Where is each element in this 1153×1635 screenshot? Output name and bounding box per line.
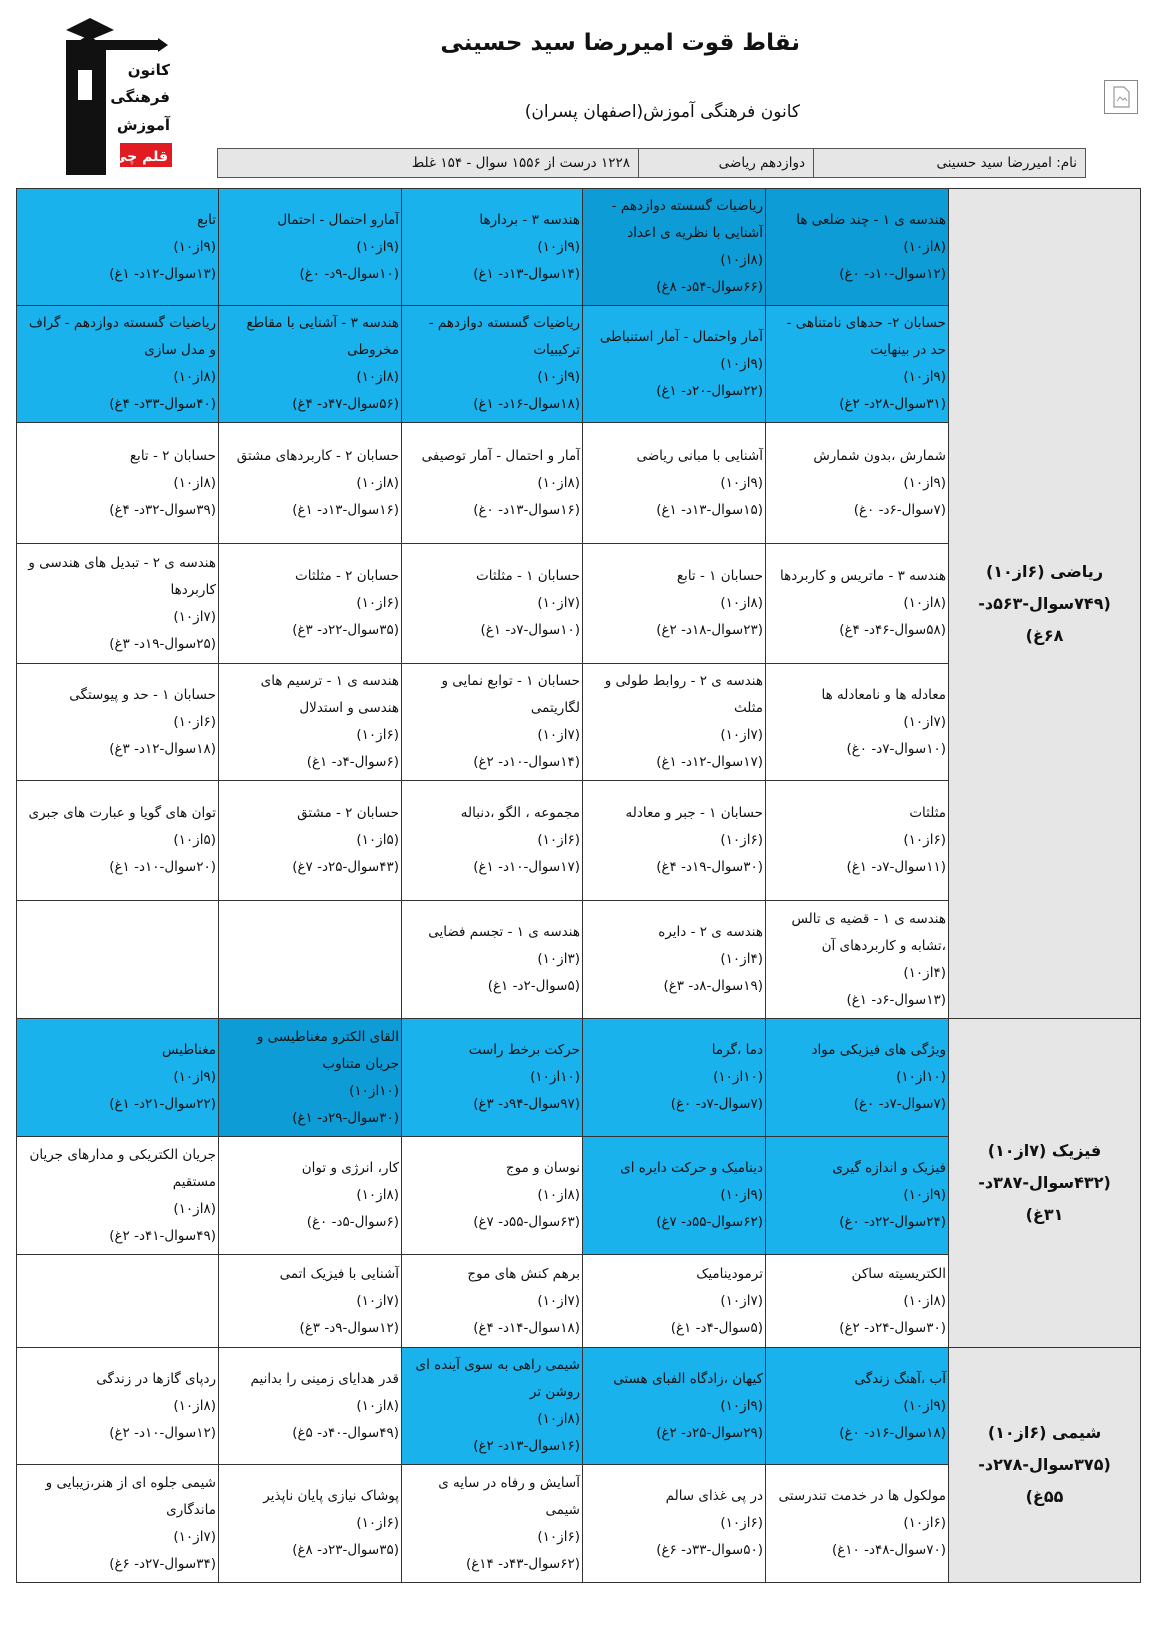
topic-stats: (۳۵سوال-۲۲د- ۳غ) (292, 622, 399, 638)
topic-stats: (۹۷سوال-۹۴د- ۳غ) (473, 1096, 580, 1112)
topic-cell (583, 423, 766, 544)
topic-score: (۷از۱۰) (537, 595, 580, 611)
topic-cell (583, 189, 766, 306)
topic-name: هندسه ۳ - بردارها (479, 211, 580, 228)
topic-score: (۴از۱۰) (720, 951, 763, 967)
topic-score: (۸از۱۰) (356, 474, 399, 491)
topic-score: (۹از۱۰) (903, 474, 946, 491)
kanoon-logo (58, 10, 180, 180)
logo-text-3: آموزش (116, 116, 170, 134)
topic-score: (۷از۱۰) (720, 1292, 763, 1309)
topic-score: (۹از۱۰) (903, 1187, 946, 1203)
topic-cell (219, 1255, 402, 1348)
topic-score: (۸از۱۰) (537, 1411, 580, 1427)
topic-score: (۸از۱۰) (720, 595, 763, 611)
grid-row (17, 1348, 1141, 1465)
topic-stats: (۳۴سوال-۲۷د- ۶غ) (109, 1555, 216, 1572)
topic-name: هندسه ی ۱ - چند ضلعی ها (796, 211, 946, 228)
topic-cell (17, 1348, 219, 1465)
topic-name: نوسان و موج (505, 1160, 580, 1176)
topic-score: (۹از۱۰) (720, 1187, 763, 1203)
topic-stats: (۱۲سوال-۱۰د- ۲غ) (109, 1424, 216, 1441)
topic-stats: (۳۹سوال-۳۲د- ۴غ) (109, 501, 216, 518)
topic-cell (402, 1137, 583, 1255)
topic-cell (766, 664, 949, 781)
logo-text-1: کانون (127, 61, 170, 79)
topic-stats: (۵سوال-۲د- ۱غ) (487, 978, 580, 994)
topic-score: (۶از۱۰) (356, 1515, 399, 1531)
topic-score: (۴از۱۰) (903, 964, 946, 981)
topic-cell (583, 1255, 766, 1348)
topic-score: (۸از۱۰) (356, 1187, 399, 1203)
logo-text-4: قلم چی (113, 149, 168, 165)
topic-name: در پی غذای سالم (665, 1488, 763, 1504)
student-name: نام: امیررضا سید حسینی (814, 149, 1086, 178)
topic-name: شمارش ،بدون شمارش (813, 447, 946, 464)
topic-name: هندسه ی ۱ - تجسم فضایی (428, 924, 580, 940)
topic-name: هندسه ی ۲ - تبدیل های هندسی و کاربردها (28, 554, 216, 598)
topic-cell (766, 189, 949, 306)
topic-cell (402, 1019, 583, 1137)
topic-stats: (۵۸سوال-۴۶د- ۴غ) (839, 622, 946, 638)
topic-stats: (۲۹سوال-۲۵د- ۲غ) (656, 1424, 763, 1441)
topic-stats: (۲۰سوال-۱۰د- ۱غ) (109, 859, 216, 875)
topic-name: حسابان ۲ - کاربردهای مشتق (236, 447, 399, 464)
grid-row (17, 1019, 1141, 1137)
document-icon[interactable] (1104, 80, 1138, 114)
strengths-table (16, 188, 1141, 1583)
topic-cell (17, 189, 219, 306)
topic-cell (402, 423, 583, 544)
score-summary: ۱۲۲۸ درست از ۱۵۵۶ سوال - ۱۵۴ غلط (218, 149, 639, 178)
topic-cell (402, 1348, 583, 1465)
topic-score: (۸از۱۰) (173, 1397, 216, 1414)
topic-score: (۶از۱۰) (720, 832, 763, 848)
topic-score: (۸از۱۰) (903, 1292, 946, 1309)
topic-score: (۹از۱۰) (173, 1069, 216, 1085)
topic-stats: (۱۸سوال-۱۴د- ۴غ) (473, 1319, 580, 1336)
topic-cell (766, 901, 949, 1019)
topic-name: شیمی راهی به سوی آینده ای روشن تر (415, 1357, 580, 1400)
topic-stats: (۴۳سوال-۲۵د- ۷غ) (292, 859, 399, 875)
topic-stats: (۱۷سوال-۱۲د- ۱غ) (656, 754, 763, 770)
topic-stats: (۳۰سوال-۱۹د- ۴غ) (656, 859, 763, 875)
topic-cell (17, 306, 219, 423)
topic-stats: (۵۶سوال-۴۷د- ۴غ) (292, 396, 399, 412)
topic-stats: (۵سوال-۴د- ۱غ) (670, 1319, 763, 1336)
topic-score: (۸از۱۰) (173, 1200, 216, 1217)
topic-cell (766, 1137, 949, 1255)
topic-stats: (۱۶سوال-۱۳د- ۰غ) (473, 501, 580, 518)
student-grade: دوازدهم ریاضی (639, 149, 814, 178)
topic-cell (219, 781, 402, 901)
topic-cell (583, 1465, 766, 1583)
topic-score: (۹از۱۰) (720, 355, 763, 372)
topic-name: آشنایی با مبانی ریاضی (636, 447, 763, 464)
topic-stats: (۲۲سوال-۲۰د- ۱غ) (656, 382, 763, 399)
topic-name: آب ،آهنگ زندگی (854, 1370, 946, 1387)
topic-score: (۱۰از۱۰) (713, 1069, 763, 1085)
topic-name: حسابان ۱ - تابع (676, 568, 763, 584)
topic-name: هندسه ۳ - ماتریس و کاربردها (780, 568, 946, 584)
topic-stats: (۳۰سوال-۲۴د- ۲غ) (839, 1319, 946, 1336)
topic-name: جریان الکتریکی و مدارهای جریان مستقیم (29, 1146, 216, 1190)
topic-name: برهم کنش های موج (467, 1265, 580, 1282)
topic-stats: (۱۳سوال-۶د- ۱غ) (846, 991, 946, 1008)
subject-label: شیمی (۶از۱۰) (۳۷۵سوال-۲۷۸د- ۵۵غ) (949, 1348, 1141, 1583)
topic-name: شیمی جلوه ای از هنر،زیبایی و ماندگاری (45, 1474, 216, 1518)
topic-cell (219, 423, 402, 544)
topic-score: (۹از۱۰) (537, 369, 580, 385)
topic-cell (17, 664, 219, 781)
topic-cell (583, 544, 766, 664)
topic-name: هندسه ۳ - آشنایی با مقاطع مخروطی (246, 315, 399, 358)
topic-cell (219, 901, 402, 1019)
topic-name: آمارو احتمال - احتمال (277, 211, 399, 228)
topic-cell (17, 544, 219, 664)
topic-name: مجموعه ، الگو ،دنباله (460, 805, 580, 821)
topic-name: حسابان ۱ - مثلثات (476, 568, 580, 584)
topic-score: (۹از۱۰) (537, 238, 580, 255)
topic-stats: (۱۸سوال-۱۶د- ۱غ) (473, 396, 580, 412)
topic-cell (583, 306, 766, 423)
topic-name: هندسه ی ۱ - قضیه ی تالس ،تشابه و کاربردهای آن (791, 910, 946, 954)
topic-score: (۶از۱۰) (356, 727, 399, 743)
topic-score: (۷از۱۰) (173, 1528, 216, 1545)
topic-name: آمار و احتمال - آمار توصیفی (421, 447, 580, 464)
topic-stats: (۶سوال-۵د- ۰غ) (306, 1214, 399, 1230)
topic-score: (۶از۱۰) (903, 1515, 946, 1531)
topic-score: (۹از۱۰) (903, 1397, 946, 1414)
topic-stats: (۱۰سوال-۷د- ۰غ) (846, 740, 946, 757)
topic-name: حسابان ۲ - مثلثات (295, 568, 399, 584)
topic-score: (۸از۱۰) (903, 595, 946, 611)
topic-score: (۸از۱۰) (903, 238, 946, 255)
student-info-bar (217, 148, 1086, 178)
topic-stats: (۵۰سوال-۳۳د- ۶غ) (656, 1542, 763, 1558)
topic-name: ردپای گازها در زندگی (96, 1370, 216, 1387)
topic-name: ریاضیات گسسته دوازدهم - آشنایی با نظریه ی اعداد (611, 198, 763, 241)
topic-score: (۸از۱۰) (173, 369, 216, 385)
topic-cell (402, 189, 583, 306)
topic-score: (۷از۱۰) (903, 713, 946, 730)
topic-stats: (۲۲سوال-۲۱د- ۱غ) (109, 1096, 216, 1112)
topic-cell (17, 1137, 219, 1255)
topic-name: مثلثات (909, 805, 946, 821)
topic-name: ریاضیات گسسته دوازدهم - ترکیبیات (428, 315, 580, 358)
topic-cell (583, 781, 766, 901)
topic-name: هندسه ی ۲ - دایره (658, 924, 763, 940)
topic-score: (۳از۱۰) (537, 951, 580, 967)
topic-stats: (۱۸سوال-۱۲د- ۳غ) (109, 740, 216, 757)
topic-score: (۷از۱۰) (356, 1292, 399, 1309)
topic-score: (۶از۱۰) (720, 1515, 763, 1531)
topic-name: آسایش و رفاه در سایه ی شیمی (438, 1474, 580, 1518)
topic-name: حسابان ۲ - مشتق (297, 805, 399, 821)
topic-stats: (۷۰سوال-۴۸د- ۱۰غ) (831, 1542, 946, 1558)
topic-score: (۸از۱۰) (720, 252, 763, 268)
topic-score: (۹از۱۰) (173, 238, 216, 255)
topic-stats: (۴۹سوال-۴۰د- ۵غ) (292, 1424, 399, 1441)
topic-stats: (۶۳سوال-۵۵د- ۷غ) (473, 1214, 580, 1230)
page-subtitle: کانون فرهنگی آموزش(اصفهان پسران) (524, 102, 800, 122)
topic-cell (402, 1255, 583, 1348)
topic-name: ترمودینامیک (696, 1265, 763, 1282)
topic-name: حسابان ۱ - جبر و معادله (625, 805, 763, 821)
topic-stats: (۱۹سوال-۸د- ۳غ) (663, 978, 763, 994)
topic-name: توان های گویا و عبارت های جبری (28, 805, 216, 821)
topic-cell (583, 901, 766, 1019)
topic-name: حسابان ۲ - تابع (129, 447, 216, 464)
topic-score: (۱۰از۱۰) (530, 1069, 580, 1085)
topic-cell (402, 901, 583, 1019)
topic-stats: (۲۳سوال-۱۸د- ۲غ) (656, 622, 763, 638)
topic-stats: (۳۱سوال-۲۸د- ۲غ) (839, 396, 946, 412)
topic-cell (17, 1255, 219, 1348)
topic-stats: (۱۷سوال-۱۰د- ۱غ) (473, 859, 580, 875)
topic-score: (۶از۱۰) (356, 595, 399, 611)
topic-cell (17, 1019, 219, 1137)
topic-cell (402, 781, 583, 901)
topic-name: فیزیک و اندازه گیری (832, 1160, 946, 1176)
topic-name: هندسه ی ۲ - روابط طولی و مثلث (604, 673, 763, 716)
topic-score: (۷از۱۰) (173, 608, 216, 625)
topic-stats: (۱۲سوال-۹د- ۳غ) (299, 1319, 399, 1336)
topic-score: (۶از۱۰) (173, 713, 216, 730)
subject-label: ریاضی (۶از۱۰) (۷۴۹سوال-۵۶۳د- ۶۸غ) (949, 189, 1141, 1019)
logo-text-2: فرهنگی (110, 88, 170, 106)
topic-cell (219, 306, 402, 423)
topic-cell (219, 1137, 402, 1255)
topic-name: کیهان ،زادگاه الفبای هستی (613, 1370, 763, 1387)
topic-stats: (۱۵سوال-۱۳د- ۱غ) (656, 501, 763, 518)
topic-score: (۶از۱۰) (537, 832, 580, 848)
topic-stats: (۴۰سوال-۳۳د- ۴غ) (109, 396, 216, 412)
topic-stats: (۱۰سوال-۷د- ۱غ) (480, 622, 580, 638)
topic-score: (۶از۱۰) (537, 1528, 580, 1545)
grid-row (17, 189, 1141, 306)
topic-cell (766, 544, 949, 664)
topic-cell (402, 306, 583, 423)
topic-cell (17, 901, 219, 1019)
topic-stats: (۳۵سوال-۲۳د- ۸غ) (292, 1542, 399, 1558)
topic-cell (766, 1019, 949, 1137)
topic-name: حسابان ۱ - توابع نمایی و لگاریتمی (441, 673, 580, 716)
topic-cell (17, 423, 219, 544)
topic-cell (402, 544, 583, 664)
topic-score: (۸از۱۰) (173, 474, 216, 491)
topic-name: ویژگی های فیزیکی مواد (811, 1042, 946, 1058)
topic-score: (۸از۱۰) (537, 1187, 580, 1203)
topic-cell (766, 423, 949, 544)
topic-name: حسابان ۲- حدهای نامتناهی - حد در بینهایت (786, 315, 946, 358)
topic-cell (583, 1348, 766, 1465)
topic-cell (583, 664, 766, 781)
topic-stats: (۴۹سوال-۴۱د- ۲غ) (109, 1227, 216, 1244)
topic-stats: (۱۸سوال-۱۶د- ۰غ) (839, 1424, 946, 1441)
topic-score: (۹از۱۰) (356, 238, 399, 255)
topic-score: (۵از۱۰) (356, 832, 399, 848)
topic-score: (۸از۱۰) (356, 1397, 399, 1414)
topic-score: (۱۰از۱۰) (349, 1082, 399, 1099)
topic-score: (۸از۱۰) (356, 369, 399, 385)
topic-score: (۷از۱۰) (537, 1292, 580, 1309)
topic-cell (219, 544, 402, 664)
topic-stats: (۷سوال-۷د- ۰غ) (853, 1096, 946, 1112)
topic-stats: (۱۶سوال-۱۳د- ۲غ) (473, 1438, 580, 1454)
topic-name: مغناطیس (162, 1042, 216, 1058)
topic-cell (583, 1019, 766, 1137)
topic-score: (۷از۱۰) (720, 727, 763, 743)
topic-score: (۹از۱۰) (720, 1397, 763, 1414)
topic-name: الکتریسیته ساکن (851, 1265, 946, 1282)
topic-name: هندسه ی ۱ - ترسیم های هندسی و استدلال (260, 673, 399, 716)
topic-stats: (۷سوال-۷د- ۰غ) (670, 1096, 763, 1112)
topic-cell (17, 781, 219, 901)
topic-cell (219, 1019, 402, 1137)
topic-name: کار، انرژی و توان (301, 1160, 399, 1176)
topic-stats: (۱۳سوال-۱۲د- ۱غ) (109, 265, 216, 282)
topic-name: تابع (197, 211, 216, 228)
topic-score: (۹از۱۰) (720, 474, 763, 491)
topic-score: (۸از۱۰) (537, 474, 580, 491)
topic-score: (۵از۱۰) (173, 832, 216, 848)
topic-stats: (۶۲سوال-۵۵د- ۷غ) (656, 1214, 763, 1230)
topic-score: (۷از۱۰) (537, 727, 580, 743)
topic-stats: (۱۱سوال-۷د- ۱غ) (846, 859, 946, 875)
topic-stats: (۱۴سوال-۱۳د- ۱غ) (473, 265, 580, 282)
topic-name: آمار واحتمال - آمار استنباطی (599, 328, 763, 345)
topic-stats: (۱۶سوال-۱۳د- ۱غ) (292, 501, 399, 518)
topic-stats: (۶سوال-۴د- ۱غ) (306, 754, 399, 770)
topic-cell (402, 1465, 583, 1583)
page-title: نقاط قوت امیررضا سید حسینی (440, 30, 800, 56)
topic-cell (219, 664, 402, 781)
topic-name: معادله ها و نامعادله ها (821, 686, 946, 703)
topic-cell (766, 1255, 949, 1348)
topic-name: پوشاک نیازی پایان ناپذیر (263, 1488, 399, 1504)
topic-cell (766, 1348, 949, 1465)
topic-cell (17, 1465, 219, 1583)
topic-cell (402, 664, 583, 781)
topic-stats: (۶۲سوال-۴۳د- ۱۴غ) (465, 1555, 580, 1572)
topic-name: حرکت برخط راست (468, 1042, 580, 1058)
topic-name: قدر هدایای زمینی را بدانیم (250, 1370, 399, 1387)
topic-stats: (۶۶سوال-۵۴د- ۸غ) (656, 279, 763, 295)
subject-label: فیزیک (۷از۱۰) (۴۳۲سوال-۳۸۷د- ۳۱غ) (949, 1019, 1141, 1348)
topic-stats: (۲۵سوال-۱۹د- ۳غ) (109, 635, 216, 652)
topic-cell (766, 306, 949, 423)
topic-stats: (۱۲سوال-۱۰د- ۰غ) (839, 265, 946, 282)
topic-name: آشنایی با فیزیک اتمی (279, 1265, 399, 1282)
topic-stats: (۳۰سوال-۲۹د- ۱غ) (292, 1109, 399, 1126)
topic-score: (۶از۱۰) (903, 832, 946, 848)
topic-score: (۱۰از۱۰) (896, 1069, 946, 1085)
topic-cell (583, 1137, 766, 1255)
topic-name: مولکول ها در خدمت تندرستی (778, 1488, 946, 1504)
topic-score: (۹از۱۰) (903, 369, 946, 385)
topic-name: دما ،گرما (711, 1042, 763, 1058)
topic-name: دینامیک و حرکت دایره ای (620, 1160, 763, 1176)
topic-stats: (۱۴سوال-۱۰د- ۲غ) (473, 754, 580, 770)
topic-cell (219, 189, 402, 306)
topic-name: حسابان ۱ - حد و پیوستگی (69, 686, 216, 703)
topic-name: القای الکترو مغناطیسی و جریان متناوب (256, 1028, 399, 1072)
topic-cell (766, 781, 949, 901)
topic-name: ریاضیات گسسته دوازدهم - گراف و مدل سازی (28, 315, 216, 358)
topic-stats: (۱۰سوال-۹د- ۰غ) (299, 265, 399, 282)
topic-cell (766, 1465, 949, 1583)
topic-stats: (۷سوال-۶د- ۰غ) (853, 501, 946, 518)
topic-stats: (۲۴سوال-۲۲د- ۰غ) (839, 1214, 946, 1230)
topic-cell (219, 1348, 402, 1465)
topic-cell (219, 1465, 402, 1583)
